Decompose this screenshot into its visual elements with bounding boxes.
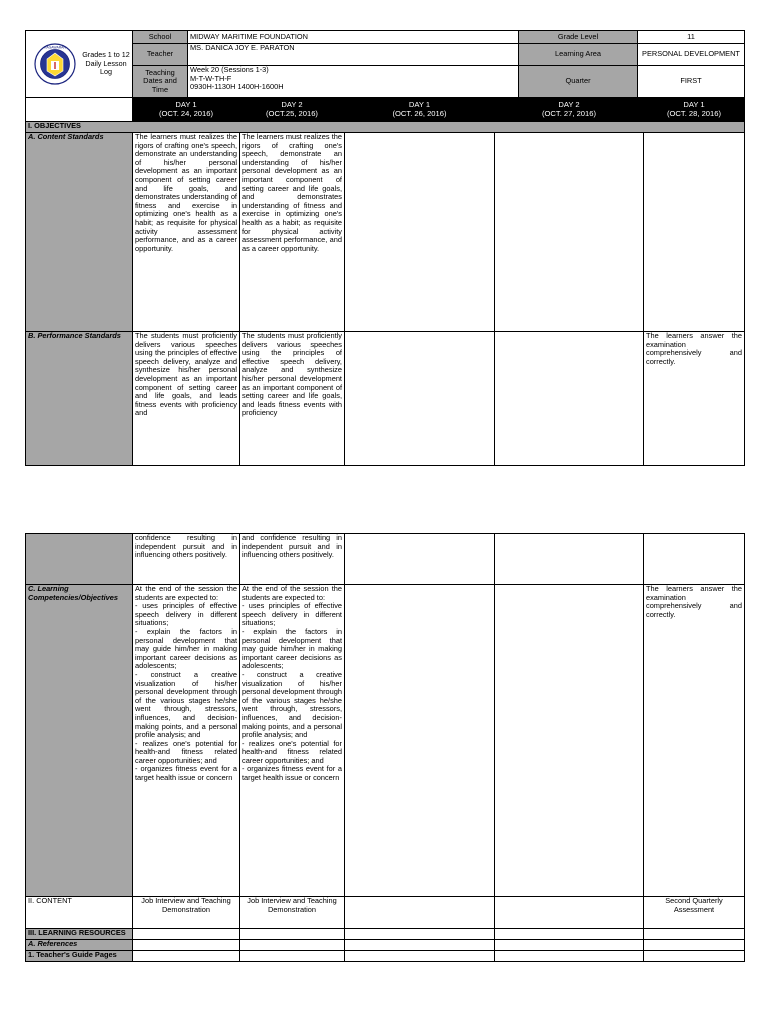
performance-standards-day4-cont bbox=[495, 534, 644, 585]
content-standards-day4 bbox=[495, 133, 644, 332]
teaching-week: Week 20 (Sessions 1-3) bbox=[190, 65, 269, 74]
day-header-3: DAY 1 (OCT. 26, 2016) bbox=[345, 98, 495, 122]
teaching-dates-value bbox=[188, 66, 519, 98]
learning-competencies-day4 bbox=[495, 585, 644, 897]
content-day5: Second Quarterly Assessment bbox=[644, 897, 745, 929]
teaching-dates-label: Teaching Dates and Time bbox=[133, 66, 188, 98]
day-header-4: DAY 2 (OCT. 27, 2016) bbox=[495, 98, 644, 122]
header-logo-cell bbox=[26, 31, 133, 98]
learning-area-value: PERSONAL DEVELOPMENT bbox=[638, 44, 745, 66]
performance-standards-day3 bbox=[345, 332, 495, 466]
performance-standards-day4 bbox=[495, 332, 644, 466]
performance-standards-day1-cont: confidence resulting in independent pursuit and in influencing others positively. bbox=[133, 534, 240, 585]
quarter-value: FIRST bbox=[638, 66, 745, 98]
day-header-blank bbox=[26, 98, 133, 122]
svg-text:KAGAWARAN: KAGAWARAN bbox=[44, 45, 66, 50]
teachers-guide-label: 1. Teacher's Guide Pages bbox=[26, 951, 133, 962]
performance-standards-day1: The students must proficiently delivers various speeches using the principles of effective speech delivery, analyze and synthesize his/her personal development as an important component of setting career and life goals, and leads fitness events with proficiency and bbox=[133, 332, 240, 466]
teacher-label: Teacher bbox=[133, 44, 188, 66]
performance-standards-day5-cont bbox=[644, 534, 745, 585]
learning-competencies-day5: The learners answer the examination comprehensively and correctly. bbox=[644, 585, 745, 897]
content-label: II. CONTENT bbox=[26, 897, 133, 929]
teacher-value: MS. DANICA JOY E. PARATON bbox=[188, 44, 519, 66]
performance-standards-day5: The learners answer the examination comprehensively and correctly. bbox=[644, 332, 745, 466]
school-label: School bbox=[133, 31, 188, 44]
performance-standards-day3-cont bbox=[345, 534, 495, 585]
grades-label: Grades 1 to 12 Daily Lesson Log bbox=[82, 49, 130, 77]
lesson-log-body-page1 bbox=[25, 97, 745, 466]
lesson-log-body-page2 bbox=[25, 533, 745, 962]
lesson-log-table-page1 bbox=[25, 30, 745, 98]
performance-standards-day2: The students must proficiently delivers various speeches using the principles of effective speech delivery, analyze and synthesize his/her personal development as an important component of setting career and life goals, and leads fitness events with proficiency bbox=[240, 332, 345, 466]
school-value: MIDWAY MARITIME FOUNDATION bbox=[188, 31, 519, 44]
day-header-5: DAY 1 (OCT. 28, 2016) bbox=[644, 98, 745, 122]
content-standards-label: A. Content Standards bbox=[26, 133, 133, 332]
learning-resources-label: III. LEARNING RESOURCES bbox=[26, 929, 133, 940]
content-day4 bbox=[495, 897, 644, 929]
day-header-2: DAY 2 (OCT.25, 2016) bbox=[240, 98, 345, 122]
learning-competencies-day2: At the end of the session the students are expected to: - uses principles of effective speech delivery in different situations; - explain the factors in personal development that may guide him/her in making important career decisions as adolescents; - construct a creative visualization of his/her personal development through of the various stages he/she went through, stressors, influences, and decision-making points, and a personal profile analysis; and - realizes one's potential for health-and fitness related career opportunities; and - organizes fitness event for a target health issue or concern bbox=[240, 585, 345, 897]
learning-competencies-day1: At the end of the session the students are expected to: - uses principles of effective speech delivery in different situations; - explain the factors in personal development that may guide him/her in making important career decisions as adolescents; - construct a creative visualization of his/her personal development through of the various stages he/she went through, stressors, influences, and decision-making points, and a personal profile analysis; and - realizes one's potential for health-and fitness related career opportunities; and - organizes fitness event for a target health issue or concern bbox=[133, 585, 240, 897]
learning-competencies-label: C. Learning Competencies/Objectives bbox=[26, 585, 133, 897]
objectives-heading: I. OBJECTIVES bbox=[26, 122, 745, 133]
day-header-1: DAY 1 (OCT. 24, 2016) bbox=[133, 98, 240, 122]
learning-competencies-day3 bbox=[345, 585, 495, 897]
performance-standards-day2-cont: and confidence resulting in independent pursuit and in influencing others positively. bbox=[240, 534, 345, 585]
content-day1: Job Interview and Teaching Demonstration bbox=[133, 897, 240, 929]
grade-level-value: 11 bbox=[638, 31, 745, 44]
performance-standards-label: B. Performance Standards bbox=[26, 332, 133, 466]
grade-level-label: Grade Level bbox=[519, 31, 638, 44]
teaching-time: 0930H-1130H 1400H-1600H bbox=[190, 82, 284, 92]
quarter-label: Quarter bbox=[519, 66, 638, 98]
content-standards-day1: The learners must realizes the rigors of crafting one's speech, demonstrate an understanding of his/her personal development as an important component of setting career and life goals, and demonstrates understanding of fitness and exercise in optimizing one's health as a habit; as requisite for physical activity assessment performance, and as a career opportunity. bbox=[133, 133, 240, 332]
content-day3 bbox=[345, 897, 495, 929]
content-standards-day2: The learners must realizes the rigors of crafting one's speech, demonstrate an understanding of his/her personal development as an important component of setting career and life goals, and demonstrates understanding of fitness and exercise in optimizing one's health as a habit; as requisite for physical activity assessment performance, and as a career opportunity. bbox=[240, 133, 345, 332]
performance-standards-continued-label bbox=[26, 534, 133, 585]
deped-seal-icon bbox=[34, 43, 76, 85]
content-standards-day3 bbox=[345, 133, 495, 332]
learning-area-label: Learning Area bbox=[519, 44, 638, 66]
content-standards-day5 bbox=[644, 133, 745, 332]
teaching-days: M-T-W-TH-F bbox=[190, 73, 232, 83]
references-label: A. References bbox=[26, 940, 133, 951]
content-day2: Job Interview and Teaching Demonstration bbox=[240, 897, 345, 929]
